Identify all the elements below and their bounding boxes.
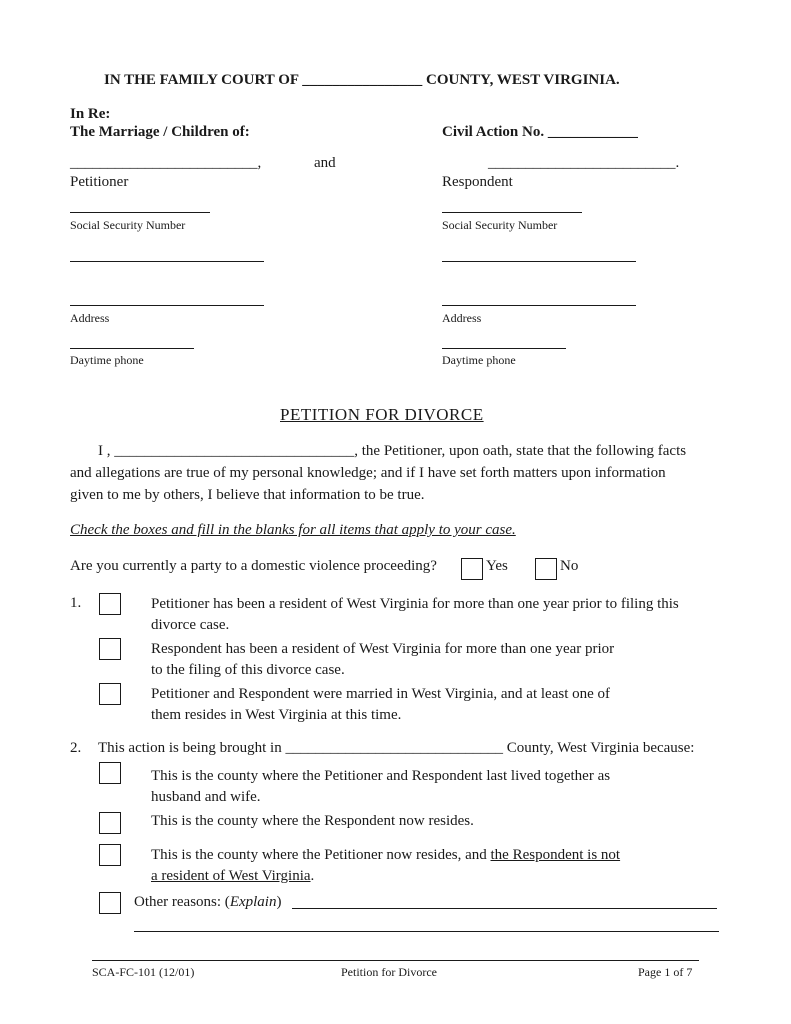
respondent-resides-checkbox[interactable] xyxy=(99,812,121,834)
last-lived-together-checkbox[interactable] xyxy=(99,762,121,784)
residency-respondent-checkbox[interactable] xyxy=(99,638,121,660)
dv-no-checkbox[interactable] xyxy=(535,558,557,580)
dv-question: Are you currently a party to a domestic violence proceeding? xyxy=(70,558,437,574)
residency-petitioner-line2: divorce case. xyxy=(151,617,230,633)
other-reasons-label xyxy=(134,894,281,911)
petitioner-address-label: Address xyxy=(70,311,110,325)
married-in-wv-text xyxy=(151,684,731,726)
marriage-of-label: The Marriage / Children of: xyxy=(70,124,250,140)
footer-form-title: Petition for Divorce xyxy=(341,965,437,979)
residency-petitioner-checkbox[interactable] xyxy=(99,593,121,615)
married-in-wv-line2: them resides in West Virginia at this time. xyxy=(151,707,402,723)
instructions: Check the boxes and fill in the blanks for all items that apply to your case. xyxy=(70,522,516,538)
petitioner-phone-field[interactable] xyxy=(70,348,194,349)
residency-petitioner-line1: Petitioner has been a resident of West Virginia for more than one year prior to filing this xyxy=(151,596,679,612)
residency-respondent-line2: to the filing of this divorce case. xyxy=(151,662,345,678)
petitioner-ssn-field[interactable] xyxy=(70,212,210,213)
dv-no-label: No xyxy=(560,558,579,574)
petitioner-ssn-label: Social Security Number xyxy=(70,218,186,232)
intro-line-2: and allegations are true of my personal knowledge; and if I have set forth matters upon information xyxy=(70,465,666,481)
respondent-address-label: Address xyxy=(442,311,482,325)
section-1-number: 1. xyxy=(70,595,82,611)
other-reasons-checkbox[interactable] xyxy=(99,892,121,914)
footer-form-id: SCA-FC-101 (12/01) xyxy=(92,965,195,979)
last-lived-together-text xyxy=(151,766,731,808)
other-reasons-suffix: ) xyxy=(276,894,282,910)
page-title: PETITION FOR DIVORCE xyxy=(280,405,484,424)
petitioner-resides-text xyxy=(151,845,731,887)
petitioner-address-line2[interactable] xyxy=(70,305,264,306)
petitioner-address-line1[interactable] xyxy=(70,261,264,262)
respondent-address-line1[interactable] xyxy=(442,261,636,262)
respondent-not-resident-text: the Respondent is not xyxy=(490,847,621,863)
petitioner-phone-label: Daytime phone xyxy=(70,353,144,367)
last-lived-together-line1: This is the county where the Petitioner and Respondent last lived together as xyxy=(151,768,611,784)
court-heading: IN THE FAMILY COURT OF ________________ COUNTY, WEST VIRGINIA. xyxy=(104,72,620,88)
petitioner-resides-line1: This is the county where the Petitioner now resides, and xyxy=(151,847,491,863)
other-reasons-line1[interactable] xyxy=(292,908,717,909)
period-text: . xyxy=(310,868,315,884)
married-in-wv-checkbox[interactable] xyxy=(99,683,121,705)
dv-yes-checkbox[interactable] xyxy=(461,558,483,580)
petitioner-resides-checkbox[interactable] xyxy=(99,844,121,866)
respondent-address-line2[interactable] xyxy=(442,305,636,306)
dv-yes-label: Yes xyxy=(486,558,508,574)
civil-action-field[interactable]: Civil Action No. ____________ xyxy=(442,124,638,140)
section-2-number: 2. xyxy=(70,740,82,756)
footer-page-number: Page 1 of 7 xyxy=(638,965,693,979)
petitioner-name-field[interactable]: _________________________, xyxy=(70,155,262,171)
respondent-phone-label: Daytime phone xyxy=(442,353,516,367)
respondent-label: Respondent xyxy=(442,174,513,190)
respondent-resides-text: This is the county where the Respondent now resides. xyxy=(151,813,474,829)
residency-respondent-text xyxy=(151,639,731,681)
not-resident-of-wv-text: a resident of West Virginia xyxy=(151,868,311,884)
respondent-ssn-label: Social Security Number xyxy=(442,218,558,232)
intro-line-3: given to me by others, I believe that information to be true. xyxy=(70,487,425,503)
residency-respondent-line1: Respondent has been a resident of West Virginia for more than one year prior xyxy=(151,641,615,657)
footer-divider xyxy=(92,960,699,961)
residency-petitioner-text xyxy=(151,594,731,636)
respondent-name-field[interactable]: _________________________. xyxy=(488,155,680,171)
last-lived-together-line2: husband and wife. xyxy=(151,789,261,805)
and-label: and xyxy=(314,155,336,171)
other-reasons-prefix: Other reasons: ( xyxy=(134,894,230,910)
respondent-phone-field[interactable] xyxy=(442,348,566,349)
married-in-wv-line1: Petitioner and Respondent were married in West Virginia, and at least one of xyxy=(151,686,611,702)
county-field[interactable]: This action is being brought in _____________________________ County, West Virginia because: xyxy=(98,740,695,756)
intro-line-1[interactable]: I , ________________________________, the Petitioner, upon oath, state that the following facts xyxy=(98,443,687,459)
respondent-ssn-field[interactable] xyxy=(442,212,582,213)
petitioner-label: Petitioner xyxy=(70,174,129,190)
in-re-label: In Re: xyxy=(70,106,111,122)
other-reasons-explain: Explain xyxy=(229,894,277,910)
other-reasons-line2[interactable] xyxy=(134,931,719,932)
